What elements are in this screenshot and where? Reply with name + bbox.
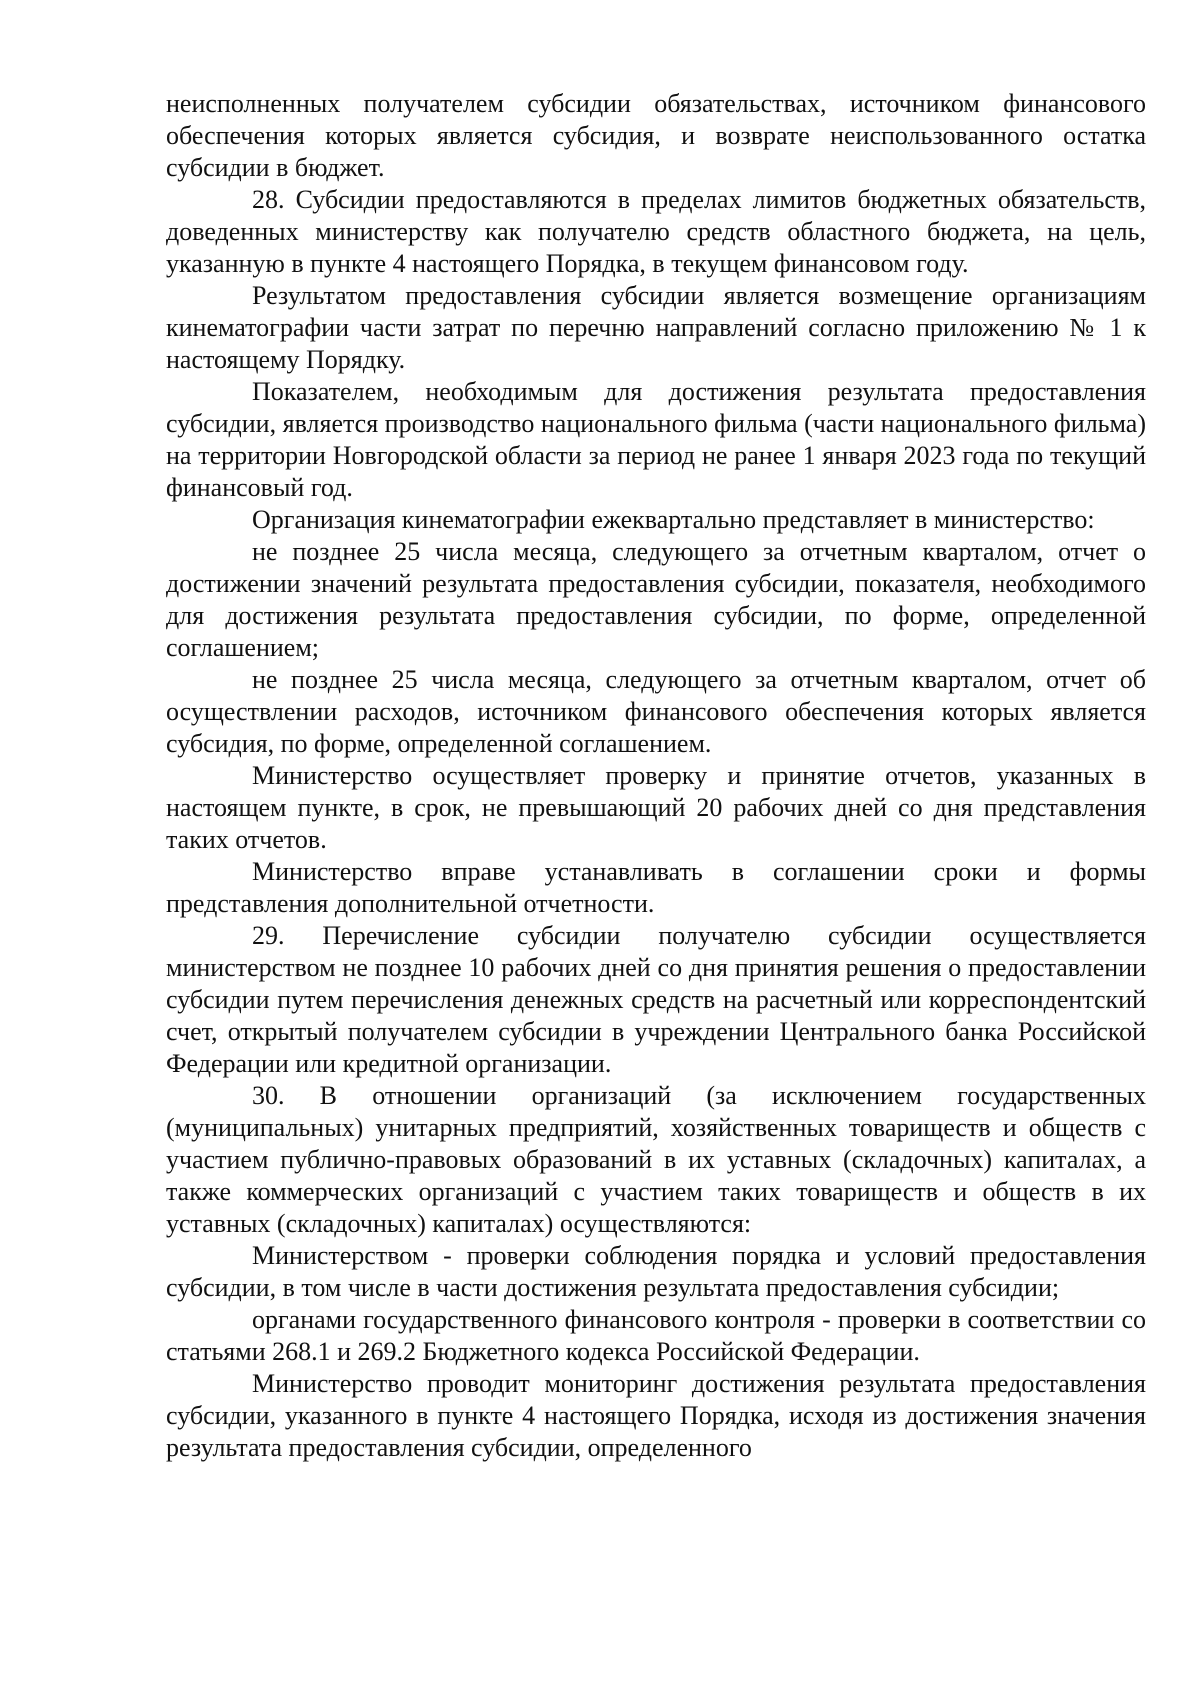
paragraph-clause-29: 29. Перечисление субсидии получателю субсидии осуществляется министерством не позднее 10 рабочих дней со дня принятия решения о предоставлении субсидии путем перечисления денежных средств на расчетный или корреспондентский счет, открытый получателем субсидии в учреждении Центрального банка Российской Федерации или кредитной организации.	[166, 921, 1146, 1078]
document-page	[166, 88, 1146, 1464]
paragraph-verification: Министерство осуществляет проверку и принятие отчетов, указанных в настоящем пункте, в срок, не превышающий 20 рабочих дней со дня представления таких отчетов.	[166, 761, 1146, 854]
paragraph-ministry-checks: Министерством - проверки соблюдения порядка и условий предоставления субсидии, в том числе в части достижения результата предоставления субсидии;	[166, 1241, 1146, 1302]
paragraph-monitoring: Министерство проводит мониторинг достижения результата предоставления субсидии, указанного в пункте 4 настоящего Порядка, исходя из достижения значения результата предоставления субсидии, определенного	[166, 1369, 1146, 1462]
paragraph-quarterly-report: Организация кинематографии ежеквартально представляет в министерство:	[252, 505, 1095, 534]
paragraph-additional-reporting: Министерство вправе устанавливать в соглашении сроки и формы представления дополнительной отчетности.	[166, 857, 1146, 918]
paragraph-1: неисполненных получателем субсидии обязательствах, источником финансового обеспечения которых является субсидия, и возврате неиспользованного остатка субсидии в бюджет.	[166, 89, 1146, 182]
paragraph-indicator: Показателем, необходимым для достижения результата предоставления субсидии, является производство национального фильма (части национального фильма) на территории Новгородской области за период не ранее 1 января 2023 года по текущий финансовый год.	[166, 377, 1146, 502]
paragraph-financial-control: органами государственного финансового контроля - проверки в соответствии со статьями 268.1 и 269.2 Бюджетного кодекса Российской Федерации.	[166, 1305, 1146, 1366]
paragraph-report-expenses: не позднее 25 числа месяца, следующего за отчетным кварталом, отчет об осуществлении расходов, источником финансового обеспечения которых является субсидия, по форме, определенной соглашением.	[166, 665, 1146, 758]
paragraph-clause-28: 28. Субсидии предоставляются в пределах лимитов бюджетных обязательств, доведенных министерству как получателю средств областного бюджета, на цель, указанную в пункте 4 настоящего Порядка, в текущем финансовом году.	[166, 185, 1146, 278]
paragraph-report-results: не позднее 25 числа месяца, следующего за отчетным кварталом, отчет о достижении значений результата предоставления субсидии, показателя, необходимого для достижения результата предоставления субсидии, по форме, определенной соглашением;	[166, 537, 1146, 662]
paragraph-result: Результатом предоставления субсидии является возмещение организациям кинематографии части затрат по перечню направлений согласно приложению № 1 к настоящему Порядку.	[166, 281, 1146, 374]
paragraph-clause-30: 30. В отношении организаций (за исключением государственных (муниципальных) унитарных предприятий, хозяйственных товариществ и обществ с участием публично-правовых образований в их уставных (складочных) капиталах, а также коммерческих организаций с участием таких товариществ и обществ в их уставных (складочных) капиталах) осуществляются:	[166, 1081, 1146, 1238]
